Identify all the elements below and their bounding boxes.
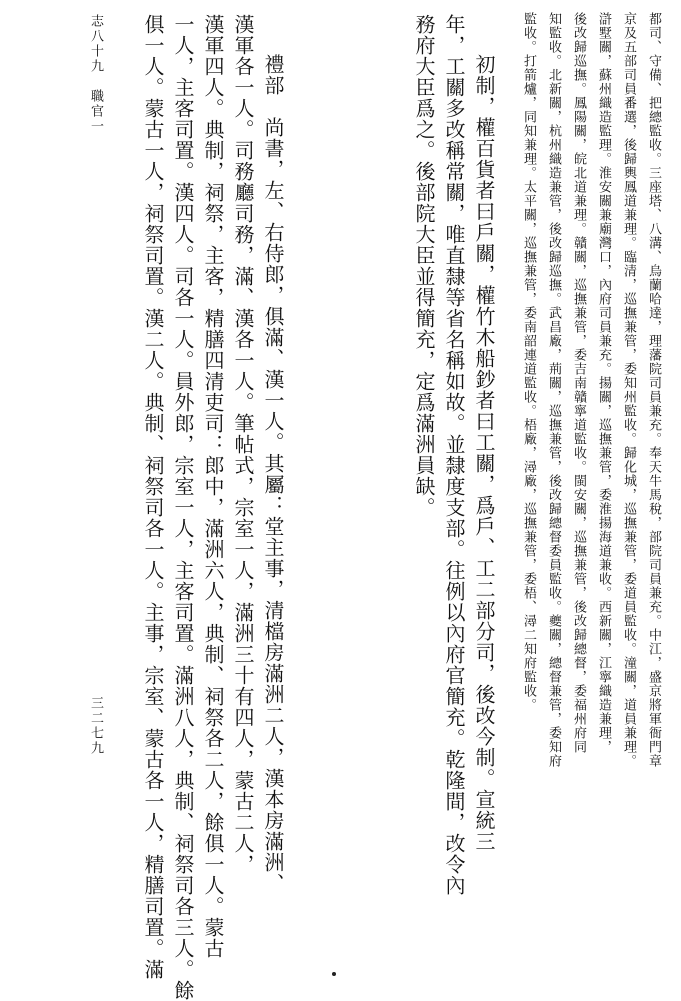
footer-volume-label: 志八十九 職官一 — [88, 14, 103, 134]
text-column-4: 後改歸巡撫。鳳陽關，皖北道兼理。贛關，巡撫兼管，委吉南贛寧道監收。閩安關，巡撫兼管，後改歸總督，委福州府同 — [571, 12, 586, 754]
text-column-7: 初制，權百貨者曰戶關，權竹木船鈔者曰工關，爲戶、工二部分司，後改今制。宣統三 — [472, 54, 496, 852]
text-column-8: 年，工關多改稱常關，唯直隸等省名稱如故。並隸度支部。往例以內府官簡充。乾隆間，改令內 — [442, 14, 466, 896]
text-column-9: 務府大臣爲之。後部院大臣並得簡充，定爲滿洲員缺。 — [412, 14, 436, 518]
text-column-14: 俱一人。蒙古一人，祠祭司置。漢二人。典制、祠祭司各一人。主事，宗室、蒙古各一人，精膳司置。滿 — [141, 14, 165, 980]
text-column-5: 知監收。北新關，杭州織造兼管，後改歸巡撫。武昌廠，荊關，巡撫兼管，後改歸總督委員監收。夔關，總督兼管，委知府 — [546, 12, 561, 768]
text-column-10: 禮部 尚書，左、右侍郎，俱滿、漢一人。其屬：堂主事，清檔房滿洲二人，漢本房滿洲、 — [261, 54, 285, 894]
text-column-6: 監收。打箭爐，同知兼理。太平關，巡撫兼管，委南韶連道監收。梧廠，潯廠，巡撫兼管，委梧、潯二知府監收。 — [521, 12, 536, 712]
text-column-2: 京及五部司員番選，後歸輿鳳道兼理。臨清，巡撫兼管，委知州監收。歸化城，巡撫兼管，委道員監收。潼關，道員兼理。 — [621, 12, 636, 768]
text-column-3: 滸墅關，蘇州織造監理。淮安關兼廟灣口，內府司員兼充。揚關，巡撫兼管，委淮揚海道兼收。西新關，江寧織造兼理， — [596, 12, 611, 754]
ink-dot — [332, 972, 336, 976]
text-column-1: 都司、守備、把總監收。三座塔、八溝、烏蘭哈達，理藩院司員兼充。奉天牛馬稅，部院司員兼充。中江，盛京將軍衙門章 — [646, 12, 661, 768]
text-column-12: 漢軍四人。典制，祠祭，主客，精膳四清吏司：郎中，滿洲六人，典制、祠祭各二人，餘俱一人。蒙古 — [201, 14, 225, 959]
text-column-13: 一人，主客司置。漢四人。司各一人。員外郎，宗室一人，主客司置。滿洲八人，典制、祠祭司各三人。餘 — [171, 14, 195, 1001]
footer-page-number: 三二七九 — [88, 696, 103, 756]
text-column-11: 漢軍各一人。司務廳司務，滿、漢各一人。筆帖式，宗室一人，滿洲三十有四人，蒙古二人， — [231, 14, 255, 875]
